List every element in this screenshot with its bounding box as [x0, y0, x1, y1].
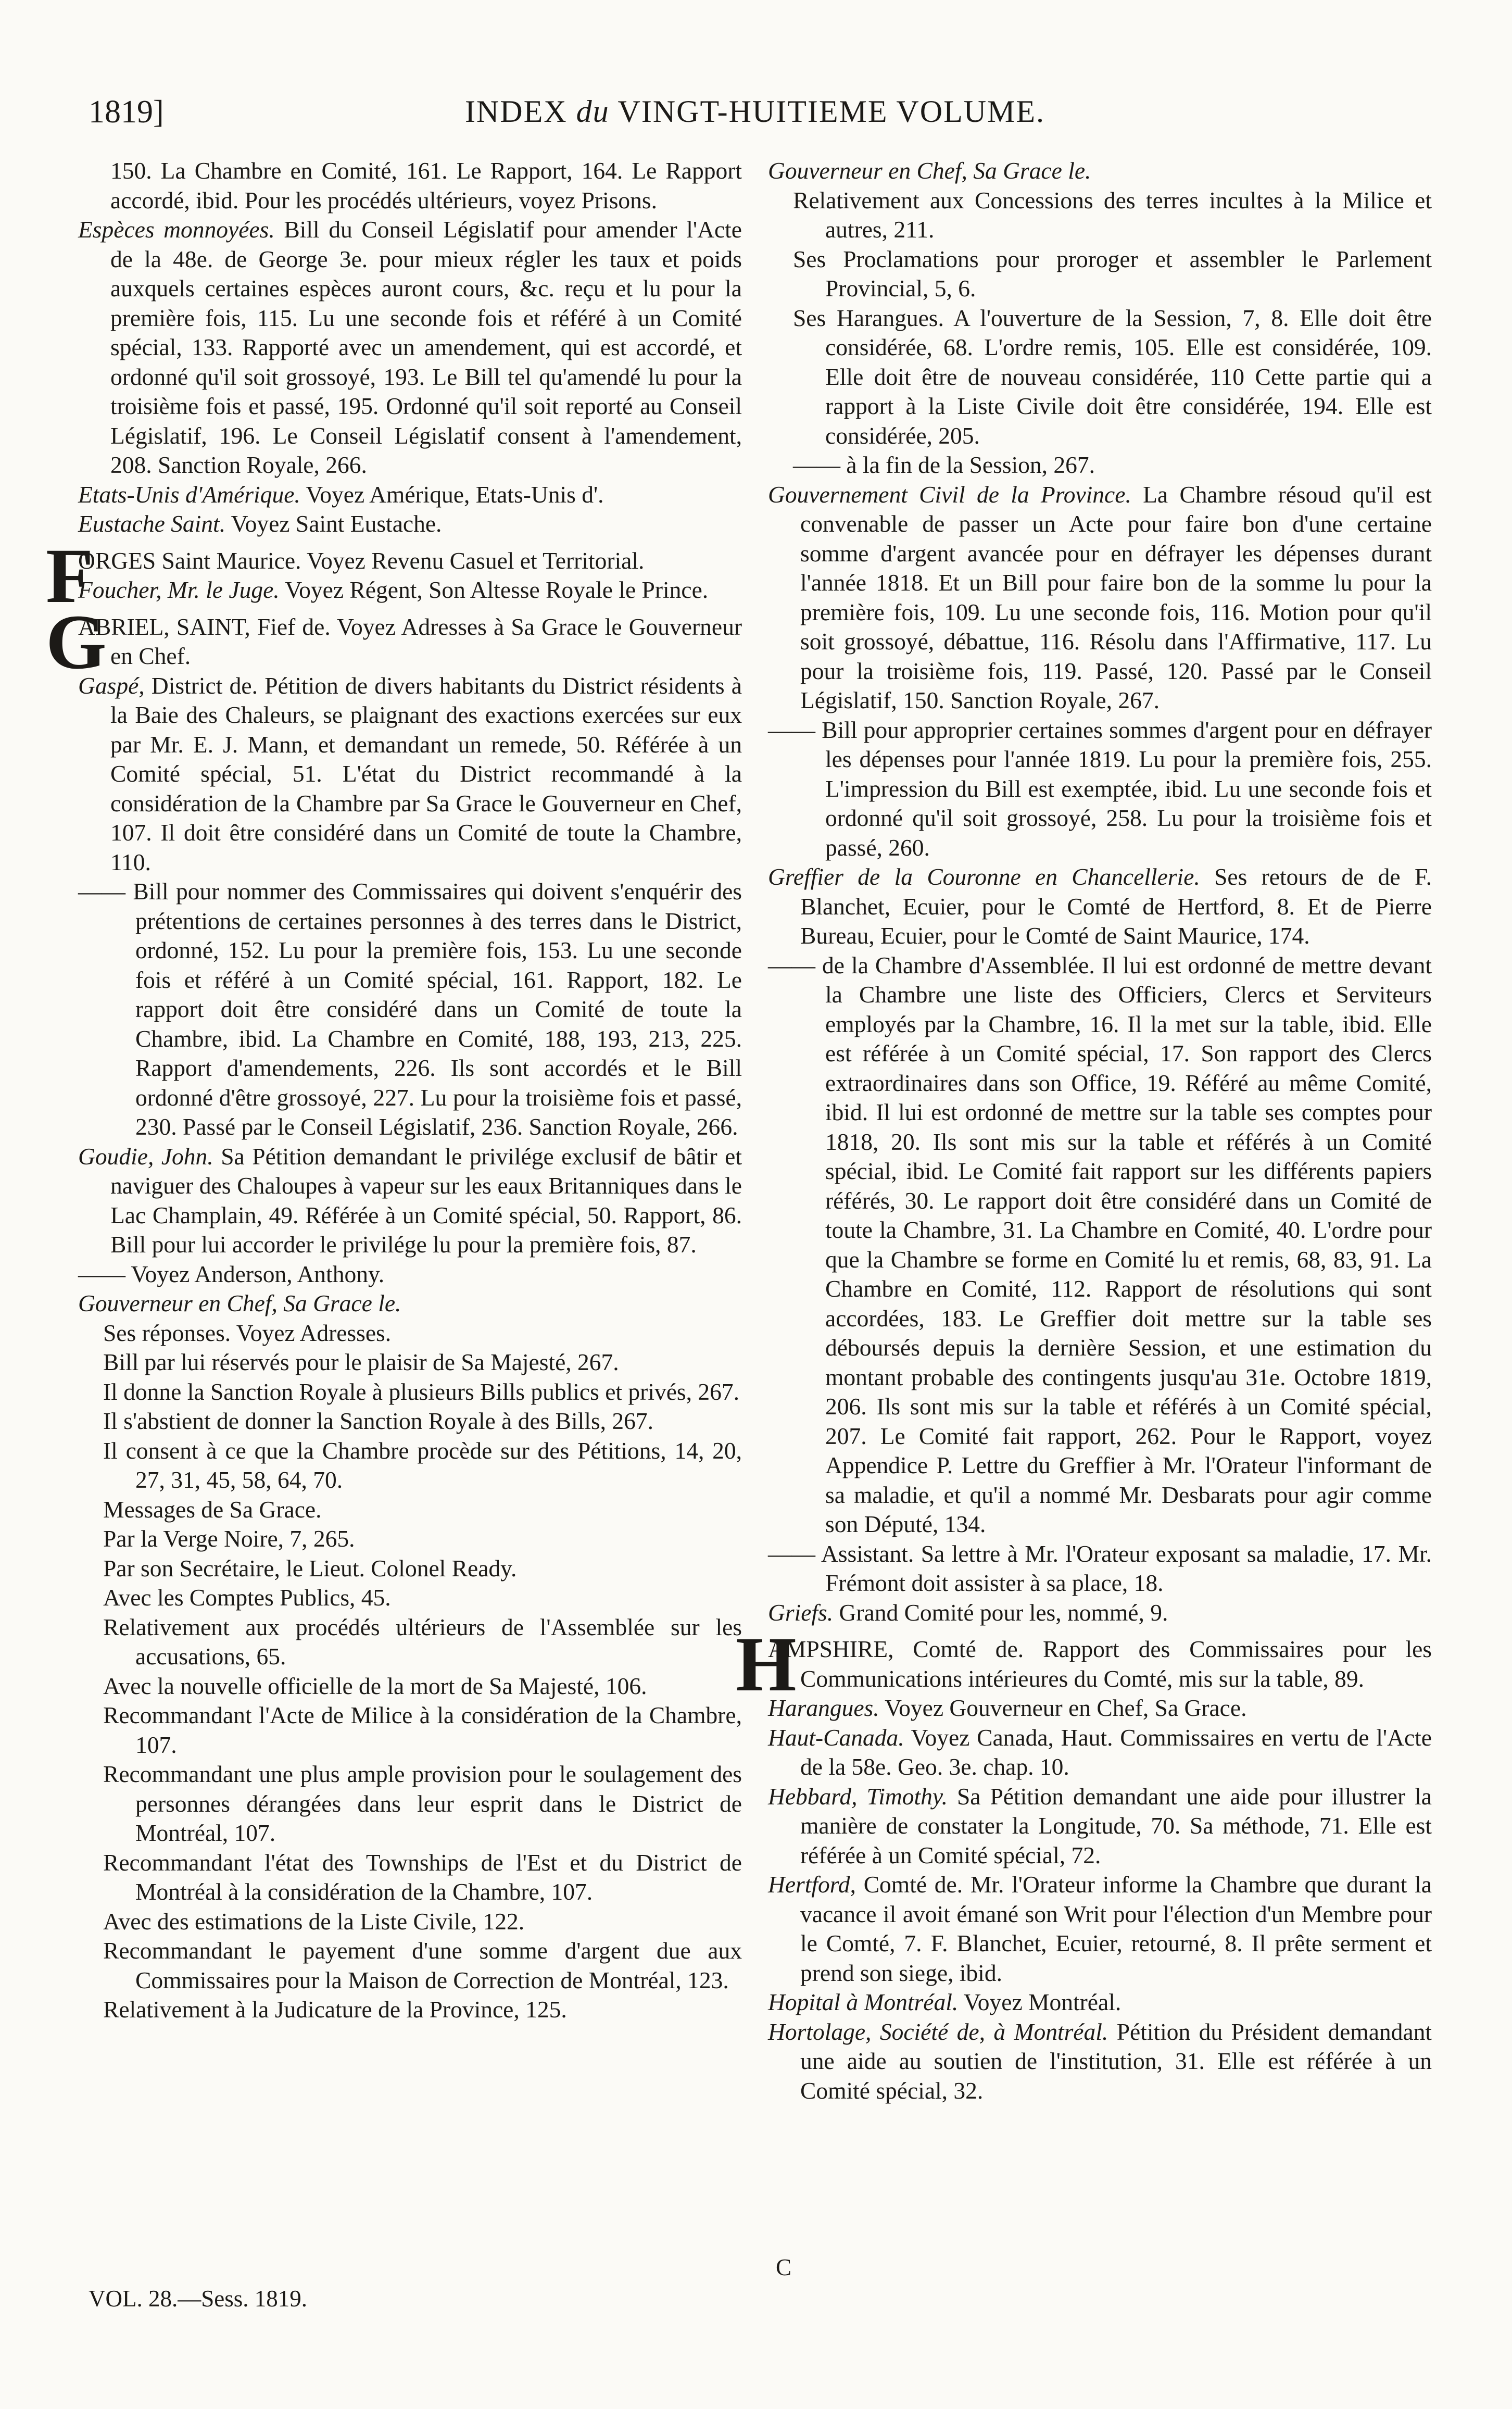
entry-text: Par son Secrétaire, le Lieut. Colonel Ready.	[103, 1554, 517, 1582]
entry-text: Voyez Montréal.	[958, 1989, 1122, 2015]
index-entry	[768, 186, 1432, 245]
entry-text: District de. Pétition de divers habitants du District résidents à la Baie des Chaleurs, se plaignant des exactions exercées sur eux par Mr. E. J. Mann, et demandant un remede, 50. Référée à un Comité spécial, 51. L'état du District recommandé à la considération de la Chambre par Sa Grace le Gouverneur en Chef, 107. Il doit être considéré dans un Comité de toute la Chambre, 110.	[110, 672, 742, 875]
header-year: 1819]	[89, 94, 164, 130]
index-entry	[768, 1723, 1432, 1782]
entry-keyword: Hebbard, Timothy.	[768, 1783, 948, 1810]
header-title	[78, 94, 1432, 130]
entry-text: —— à la fin de la Session, 267.	[793, 451, 1095, 478]
entry-text: Bill par lui réservés pour le plaisir de Sa Majesté, 267.	[103, 1349, 619, 1375]
entry-text: Voyez Saint Eustache.	[225, 510, 442, 537]
index-entry	[78, 1760, 742, 1848]
index-entry	[768, 1782, 1432, 1871]
index-entry	[768, 2017, 1432, 2106]
entry-text: ABRIEL, SAINT, Fief de. Voyez Adresses à Sa Grace le Gouverneur en Chef.	[78, 613, 742, 669]
index-entry	[768, 1870, 1432, 1988]
index-entry	[78, 1848, 742, 1907]
entry-text: Avec les Comptes Publics, 45.	[103, 1584, 391, 1611]
drop-cap: H	[736, 1621, 797, 1708]
entry-text: Pétition du Président demandant une aide au soutien de l'institution, 31. Elle est référée à un Comité spécial, 32.	[800, 2018, 1432, 2104]
index-entry	[78, 1260, 742, 1289]
entry-text: Relativement aux procédés ultérieurs de l'Assemblée sur les accusations, 65.	[103, 1613, 742, 1670]
entry-text: Bill du Conseil Législatif pour amender l'Acte de la 48e. de George 3e. pour mieux régler les taux et poids auxquels certaines espèces auront cours, &c. reçu et lu pour la première fois, 115. Lu une seconde fois et référé à un Comité spécial, 133. Rapporté avec un amendement, qui est accordé, et ordonné qu'il soit grossoyé, 193. Le Bill tel qu'amendé lu pour la troisième fois et passé, 195. Ordonné qu'il soit reporté au Conseil Législatif, 196. Le Conseil Législatif consent à l'amendement, 208. Sanction Royale, 266.	[110, 216, 742, 478]
entry-text: —— de la Chambre d'Assemblée. Il lui est ordonné de mettre devant la Chambre une liste des Officiers, Clercs et Serviteurs employés par la Chambre, 16. Il la met sur la table, ibid. Elle est référée à un Comité spécial, 17. Son rapport des Clercs extraordinaires dans son Office, 19. Référé au même Comité, ibid. Il lui est ordonné de mettre sur la table ses comptes pour 1818, 20. Ils sont mis sur la table et référés à un Comité spécial, ibid. Le Comité fait rapport sur les différents papiers référés, 30. Le rapport doit être considéré dans un Comité de toute la Chambre, 31. La Chambre en Comité, 40. L'ordre pour que la Chambre se forme en Comité lu et remis, 68, 83, 91. La Chambre en Comité, 112. Rapport de résolutions qui sont accordées, 183. Le Greffier doit mettre sur la table ses déboursés depuis la dernière Session, et une estimation du montant probable des contingents jusqu'au 31e. Octobre 1819, 206. Ils sont mis sur la table et référés à un Comité spécial, 207. Le Comité fait rapport, 262. Pour le Rapport, voyez Appendice P. Lettre du Greffier à Mr. l'Orateur l'informant de sa maladie, et qu'il a nommé Mr. Desbarats pour agir comme son Député, 134.	[768, 951, 1432, 1537]
index-entry	[78, 1495, 742, 1525]
entry-text: AMPSHIRE, Comté de. Rapport des Commissaires pour les Communications intérieures du Comté, mis sur la table, 89.	[768, 1636, 1432, 1692]
index-entry	[78, 1936, 742, 1995]
entry-keyword: Hortolage, Société de, à Montréal.	[768, 2018, 1108, 2045]
entry-keyword: Gouverneur en Chef, Sa Grace le.	[768, 157, 1091, 184]
entry-text: Il s'abstient de donner la Sanction Royale à des Bills, 267.	[103, 1408, 654, 1434]
index-columns	[46, 156, 1432, 2105]
index-entry	[78, 1524, 742, 1554]
signature-mark: C	[776, 2254, 792, 2280]
index-entry	[78, 1319, 742, 1348]
index-entry	[78, 1613, 742, 1672]
entry-text: Comté de. Mr. l'Orateur informe la Chambre que durant la vacance il avoit émané son Writ pour l'élection d'un Membre pour le Comté, 7. F. Blanchet, Ecuier, retourné, 8. Il prête serment et prend son siege, ibid.	[800, 1871, 1432, 1986]
index-entry	[78, 509, 742, 539]
entry-text: Sa Pétition demandant le privilége exclusif de bâtir et naviguer des Chaloupes à vapeur sur les eaux Britanniques dans le Lac Champlain, 49. Référée à un Comité spécial, 50. Rapport, 86. Bill pour lui accorder le privilége lu pour la première fois, 87.	[110, 1143, 742, 1258]
entry-text: Recommandant l'Acte de Milice à la considération de la Chambre, 107.	[103, 1702, 742, 1758]
index-entry	[768, 862, 1432, 951]
entry-keyword: Gouvernement Civil de la Province.	[768, 481, 1131, 508]
entry-keyword: Haut-Canada.	[768, 1724, 904, 1751]
drop-cap: G	[46, 598, 107, 685]
left-column	[46, 156, 742, 2105]
entry-text: Voyez Régent, Son Altesse Royale le Prince.	[279, 576, 709, 603]
index-entry	[768, 450, 1432, 480]
index-entry	[78, 877, 742, 1142]
index-entry	[768, 1539, 1432, 1598]
entry-text: Ses Proclamations pour proroger et assembler le Parlement Provincial, 5, 6.	[793, 245, 1432, 302]
entry-text: Recommandant une plus ample provision pour le soulagement des personnes dérangées dans leur esprit dans le District de Montréal, 107.	[103, 1761, 742, 1846]
index-page	[46, 78, 1432, 2359]
entry-text: La Chambre résoud qu'il est convenable de passer un Acte pour faire bon d'une certaine somme d'argent avancée pour en défrayer les dépenses durant l'année 1818. Et un Bill pour faire bon de la somme lu pour la première fois, 109. Lu une seconde fois, 116. Motion pour qu'il soit grossoyé, débattue, 116. Résolu dans l'Affirmative, 117. Lu pour la troisième fois, 119. Passé, 120. Passé par le Conseil Législatif, 150. Sanction Royale, 267.	[800, 481, 1432, 713]
drop-cap: F	[46, 532, 94, 619]
entry-text: Recommandant le payement d'une somme d'argent due aux Commissaires pour la Maison de Correction de Montréal, 123.	[103, 1937, 742, 1993]
index-entry	[78, 1348, 742, 1377]
index-entry	[78, 575, 742, 605]
entry-keyword: Greffier de la Couronne en Chancellerie.	[768, 863, 1200, 890]
entry-text: —— Bill pour approprier certaines sommes d'argent pour en défrayer les dépenses pour l'année 1819. Lu pour la première fois, 255. L'impression du Bill est exemptée, ibid. Lu une seconde fois et ordonné qu'il soit grossoyé, 258. Lu pour la troisième fois et passé, 260.	[768, 716, 1432, 861]
index-entry	[78, 156, 742, 215]
entry-keyword: Foucher, Mr. le Juge.	[78, 576, 280, 603]
entry-keyword: Griefs.	[768, 1599, 834, 1626]
index-entry	[768, 1988, 1432, 2017]
entry-text: Ses réponses. Voyez Adresses.	[103, 1319, 392, 1346]
entry-text: Il consent à ce que la Chambre procède sur des Pétitions, 14, 20, 27, 31, 45, 58, 64, 70.	[103, 1437, 742, 1493]
right-column	[736, 156, 1432, 2105]
index-entry	[46, 598, 742, 685]
header-title-index: INDEX	[464, 94, 568, 129]
entry-text: 150. La Chambre en Comité, 161. Le Rapport, 164. Le Rapport accordé, ibid. Pour les procédés ultérieurs, voyez Prisons.	[110, 157, 742, 214]
index-entry	[78, 1289, 742, 1319]
entry-text: Recommandant l'état des Townships de l'Est et du District de Montréal à la considération de la Chambre, 107.	[103, 1849, 742, 1905]
index-entry	[78, 1672, 742, 1701]
entry-text: Grand Comité pour les, nommé, 9.	[833, 1599, 1168, 1626]
index-entry	[78, 1907, 742, 1937]
entry-text: Messages de Sa Grace.	[103, 1496, 322, 1523]
index-entry	[768, 716, 1432, 863]
entry-text: Sa Pétition demandant une aide pour illustrer la manière de constater la Longitude, 70. Sa méthode, 71. Elle est référée à un Comité spécial, 72.	[800, 1783, 1432, 1868]
index-entry	[78, 1377, 742, 1407]
entry-keyword: Hopital à Montréal.	[768, 1989, 959, 2015]
index-entry	[768, 480, 1432, 716]
index-entry	[78, 1436, 742, 1495]
entry-keyword: Gaspé,	[78, 672, 145, 699]
entry-text: —— Voyez Anderson, Anthony.	[78, 1260, 385, 1287]
index-entry	[768, 156, 1432, 186]
entry-text: —— Bill pour nommer des Commissaires qui doivent s'enquérir des prétentions de certaines personnes à des terres dans le District, ordonné, 152. Lu pour la première fois, 153. Lu une seconde fois et référé à un Comité spécial, 161. Rapport, 182. Le rapport doit être considéré dans un Comité de toute la Chambre, ibid. La Chambre en Comité, 188, 193, 213, 225. Rapport d'amendements, 226. Ils sont accordés et le Bill ordonné d'être grossoyé, 227. Lu pour la troisième fois et passé, 230. Passé par le Conseil Législatif, 236. Sanction Royale, 266.	[78, 878, 742, 1140]
entry-keyword: Eustache Saint.	[78, 510, 226, 537]
entry-text: Avec la nouvelle officielle de la mort de Sa Majesté, 106.	[103, 1672, 647, 1699]
entry-text: Voyez Amérique, Etats-Unis d'.	[300, 481, 604, 508]
index-entry	[78, 1701, 742, 1760]
entry-text: Avec des estimations de la Liste Civile, 122.	[103, 1908, 525, 1935]
entry-text: Par la Verge Noire, 7, 265.	[103, 1525, 355, 1552]
entry-text: Voyez Gouverneur en Chef, Sa Grace.	[879, 1695, 1247, 1721]
header-title-volume: VINGT-HUITIEME VOLUME.	[618, 94, 1045, 129]
index-entry	[78, 1995, 742, 2025]
index-entry	[78, 1583, 742, 1613]
entry-text: ORGES Saint Maurice. Voyez Revenu Casuel et Territorial.	[78, 547, 645, 574]
entry-text: Relativement à la Judicature de la Province, 125.	[103, 1996, 567, 2023]
page-header	[78, 78, 1432, 141]
entry-keyword: Etats-Unis d'Amérique.	[78, 481, 300, 508]
index-entry	[78, 215, 742, 480]
index-entry	[78, 480, 742, 510]
entry-text: Ses retours de de F. Blanchet, Ecuier, pour le Comté de Hertford, 8. Et de Pierre Bureau, Ecuier, pour le Comté de Saint Maurice, 174.	[800, 863, 1432, 949]
entry-text: Voyez Canada, Haut. Commissaires en vertu de l'Acte de la 58e. Geo. 3e. chap. 10.	[800, 1724, 1432, 1780]
entry-keyword: Hertford,	[768, 1871, 856, 1898]
index-entry	[78, 671, 742, 877]
volume-footer: VOL. 28.—Sess. 1819.	[89, 2286, 308, 2312]
index-entry	[768, 245, 1432, 304]
entry-text: Relativement aux Concessions des terres incultes à la Milice et autres, 211.	[793, 186, 1432, 243]
index-entry	[768, 951, 1432, 1539]
entry-keyword: Espèces monnoyées.	[78, 216, 275, 243]
index-entry	[78, 1407, 742, 1436]
index-entry	[78, 1554, 742, 1584]
entry-keyword: Harangues.	[768, 1695, 879, 1721]
index-entry	[768, 1598, 1432, 1628]
index-entry	[78, 1142, 742, 1260]
entry-text: Ses Harangues. A l'ouverture de la Session, 7, 8. Elle doit être considérée, 68. L'ordre remis, 105. Elle est considérée, 109. Elle doit être de nouveau considérée, 110 Cette partie qui a rapport à la Liste Civile doit être considérée, 194. Elle est considérée, 205.	[793, 304, 1432, 449]
entry-keyword: Goudie, John.	[78, 1143, 213, 1170]
entry-text: Il donne la Sanction Royale à plusieurs Bills publics et privés, 267.	[103, 1378, 739, 1405]
index-entry	[768, 1693, 1432, 1723]
entry-keyword: Gouverneur en Chef, Sa Grace le.	[78, 1290, 401, 1316]
header-title-du: du	[576, 94, 610, 129]
entry-text: —— Assistant. Sa lettre à Mr. l'Orateur exposant sa maladie, 17. Mr. Frémont doit assister à sa place, 18.	[768, 1540, 1432, 1596]
index-entry	[768, 304, 1432, 451]
page-footer	[89, 2254, 792, 2312]
